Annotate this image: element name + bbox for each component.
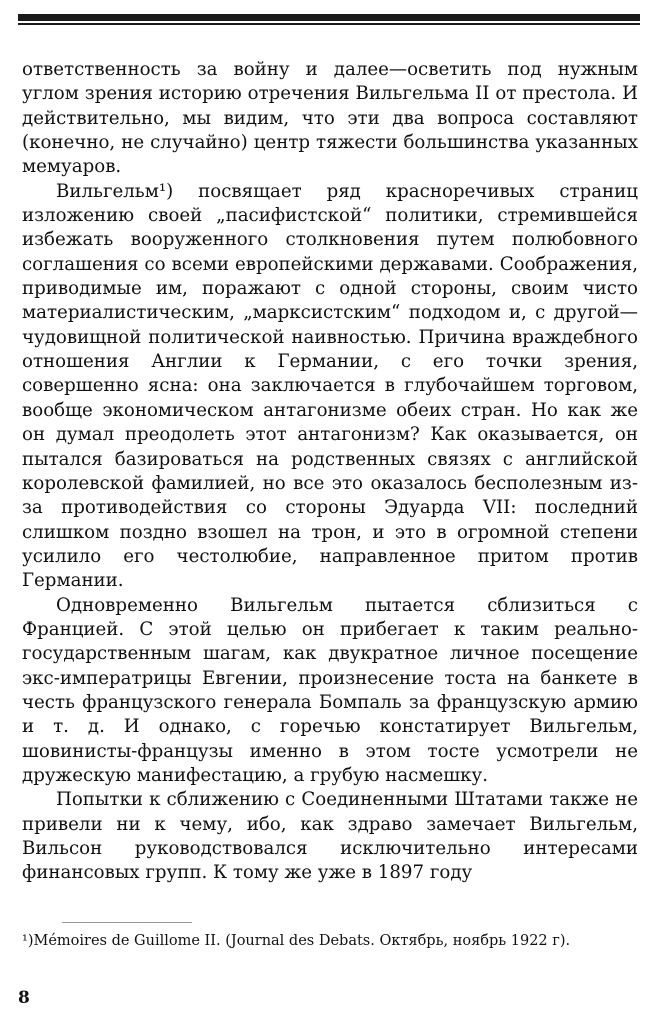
body-text [22,58,638,886]
header-rule [18,14,640,21]
footnote-rule [62,922,192,923]
footnote [22,930,638,952]
paragraph-2: Вильгельм¹) посвящает ряд красноречивых страниц изложению своей „пасифистской“ политики, стремившейся избежать вооруженного столкновения путем полюбовного соглашения со всеми европейскими державами. Соображения, приводимые им, поражают с одной стороны, своим чисто материалистическим, „марксистским“ подходом и, с другой—чудовищной политической наивностью. Причина враждебного отношения Англии к Германии, с его точки зрения, совершенно ясна: она заключается в глубочайшем торговом, вообще экономическом антагонизме обеих стран. Но как же он думал преодолеть этот антагонизм? Как оказывается, он пытался базироваться на родственных связях с английской королевской фамилией, но все это оказалось бесполезным из-за противодействия со стороны Эдуарда VII: последний слишком поздно взошел на трон, и это в огромной степени усилило его честолюбие, направленное притом против Германии. [22,180,638,592]
paragraph-3: Одновременно Вильгельм пытается сблизиться с Францией. С этой целью он прибегает к таким реально-государственным шагам, как двукратное личное посещение экс-императрицы Евгении, произнесение тоста на банкете в честь французского генерала Бомпаль за французскую армию и т. д. И однако, с горечью констатирует Вильгельм, шовинисты-французы именно в этом тосте усмотрели не дружескую манифестацию, а грубую насмешку. [22,594,638,786]
page-number: 8 [18,988,30,1008]
paragraph-4: Попытки к сближению с Соединенными Штатами также не привели ни к чему, ибо, как здраво замечает Вильгельм, Вильсон руководствовался исключительно интересами финансовых групп. К тому же уже в 1897 году [22,789,638,884]
footnote-text: ¹)Mémoires de Guillome II. (Journal des Debats. Октябрь, ноябрь 1922 г). [22,933,571,949]
paragraph-1: ответственность за войну и далее—осветить под нужным углом зрения историю отречения Вильгельма II от престола. И действительно, мы видим, что эти два вопроса составляют (конечно, не случайно) центр тяжести большинства указанных мемуаров. [22,59,638,178]
